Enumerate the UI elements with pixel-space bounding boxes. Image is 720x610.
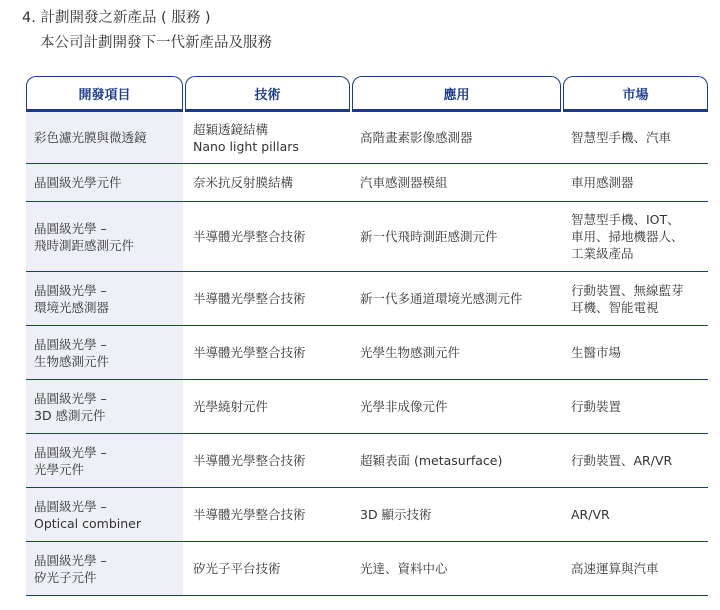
cell-application-text: 新一代多通道環境光感測元件 [360,291,523,306]
cell-dev-item-text: 晶圓級光學 – 飛時測距感測元件 [34,220,135,253]
table-body [26,112,708,596]
cell-dev-item-text: 晶圓級光學 – 生物感測元件 [34,336,110,369]
cell-dev-item-text: 晶圓級光學 – 3D 感測元件 [34,390,107,423]
cell-technology-text: 半導體光學整合技術 [193,453,306,468]
cell-technology-text: 奈米抗反射膜結構 [193,175,294,190]
cell-market [563,488,708,541]
cell-application [352,380,561,433]
cell-dev-item [26,164,183,201]
section-heading: 4. 計劃開發之新產品 ( 服務 ) [22,10,211,26]
table-header-row [26,76,708,112]
cell-application [352,434,561,487]
cell-application-text: 高階畫素影像感測器 [360,130,473,145]
cell-technology [185,272,350,325]
cell-dev-item-text: 晶圓級光學 – 環境光感測器 [34,282,110,315]
cell-market [563,112,708,163]
cell-dev-item [26,488,183,541]
section-subheading: 本公司計劃開發下一代新產品及服務 [40,35,272,51]
cell-market [563,326,708,379]
cell-market-text: 行動裝置、AR/VR [571,453,673,468]
cell-application-text: 光學非成像元件 [360,399,448,414]
cell-application-text: 光學生物感測元件 [360,345,461,360]
cell-market [563,434,708,487]
header-application: 應用 [352,76,561,112]
cell-technology-text: 半導體光學整合技術 [193,345,306,360]
table-row [26,434,708,488]
cell-technology-text: 半導體光學整合技術 [193,507,306,522]
cell-application-text: 新一代飛時測距感測元件 [360,229,498,244]
cell-dev-item [26,202,183,271]
table-row [26,112,708,164]
cell-technology [185,326,350,379]
cell-application-text: 3D 顯示技術 [360,507,432,522]
cell-technology [185,434,350,487]
cell-dev-item [26,112,183,163]
cell-dev-item-text: 晶圓級光學 – 矽光子元件 [34,552,107,585]
cell-dev-item [26,380,183,433]
cell-application [352,488,561,541]
cell-application-text: 光達、資料中心 [360,561,448,576]
cell-market [563,542,708,595]
table-row [26,272,708,326]
cell-dev-item [26,542,183,595]
product-table [26,76,708,596]
cell-application [352,326,561,379]
cell-application [352,202,561,271]
header-market: 市場 [563,76,708,112]
cell-application [352,164,561,201]
cell-market-text: AR/VR [571,507,610,522]
cell-dev-item-text: 晶圓級光學 – Optical combiner [34,498,141,531]
cell-application-text: 汽車感測器模組 [360,175,448,190]
cell-technology [185,202,350,271]
cell-dev-item [26,326,183,379]
cell-technology-text: 半導體光學整合技術 [193,229,306,244]
cell-technology-text: 半導體光學整合技術 [193,291,306,306]
cell-market-text: 智慧型手機、IOT、 車用、掃地機器人、 工業級產品 [571,212,684,261]
table-row [26,202,708,272]
cell-market-text: 生醫市場 [571,345,622,360]
cell-market-text: 車用感測器 [571,175,634,190]
header-technology: 技術 [185,76,350,112]
cell-market [563,164,708,201]
header-dev-item: 開發項目 [26,76,183,112]
cell-technology-text: 矽光子平台技術 [193,561,281,576]
cell-application [352,112,561,163]
cell-dev-item [26,272,183,325]
cell-technology [185,542,350,595]
cell-technology [185,380,350,433]
cell-dev-item-text: 彩色濾光膜與微透鏡 [34,130,147,145]
cell-dev-item-text: 晶圓級光學元件 [34,175,122,190]
cell-market-text: 行動裝置、無線藍芽 耳機、智能電視 [571,282,684,315]
table-row [26,542,708,596]
cell-technology-text: 超穎透鏡結構 Nano light pillars [193,121,299,154]
table-row [26,380,708,434]
cell-technology-text: 光學繞射元件 [193,399,269,414]
cell-application [352,542,561,595]
table-row [26,326,708,380]
cell-technology [185,112,350,163]
cell-market-text: 智慧型手機、汽車 [571,130,672,145]
cell-market [563,202,708,271]
cell-application-text: 超穎表面 (metasurface) [360,453,503,468]
cell-market-text: 行動裝置 [571,399,622,414]
cell-market [563,380,708,433]
cell-market-text: 高速運算與汽車 [571,561,659,576]
table-row [26,164,708,202]
cell-technology [185,488,350,541]
cell-market [563,272,708,325]
cell-dev-item-text: 晶圓級光學 – 光學元件 [34,444,107,477]
table-row [26,488,708,542]
cell-application [352,272,561,325]
cell-technology [185,164,350,201]
cell-dev-item [26,434,183,487]
